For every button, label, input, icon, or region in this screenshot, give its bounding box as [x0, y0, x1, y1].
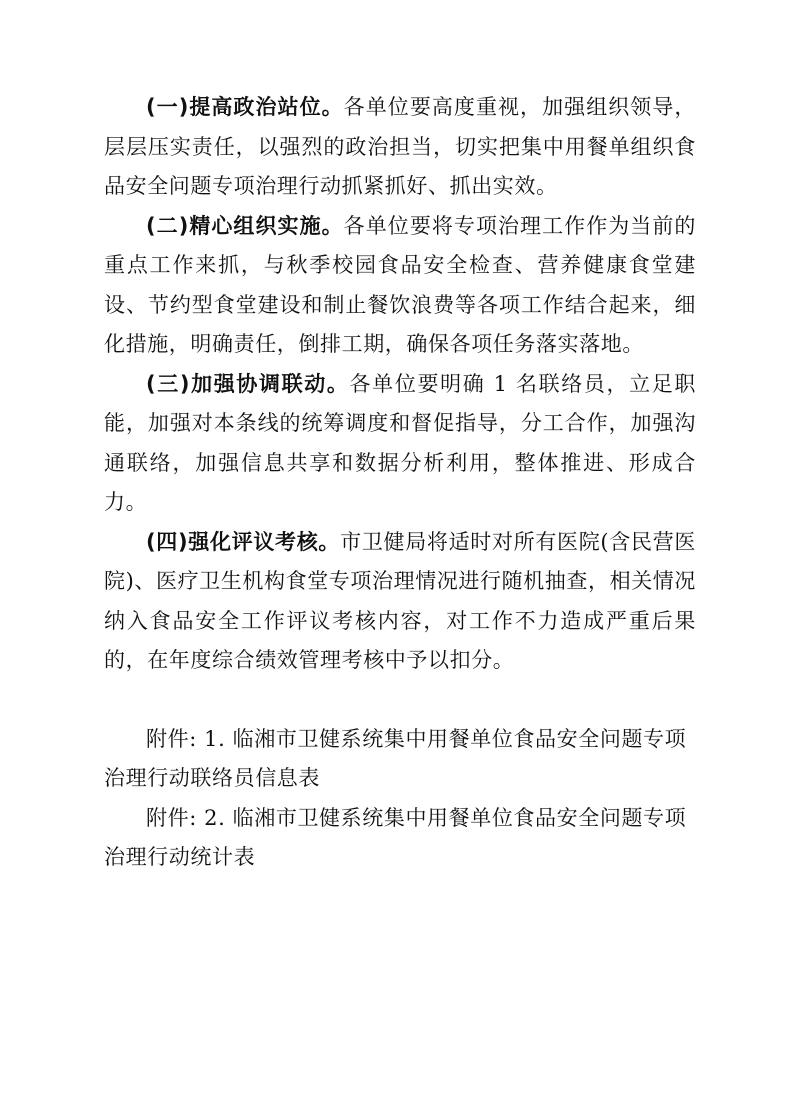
section-heading-1: (一)提高政治站位。 — [146, 95, 344, 119]
document-body — [104, 88, 696, 878]
section-paragraph-1 — [104, 88, 696, 207]
section-paragraph-2 — [104, 207, 696, 365]
section-text-2: 各单位要将专项治理工作作为当前的重点工作来抓，与秋季校园食品安全检查、营养健康食堂建设、节约型食堂建设和制止餐饮浪费等各项工作结合起来，细化措施，明确责任，倒排工期，确保各项任务落实落地。 — [104, 213, 696, 356]
section-heading-4: (四)强化评议考核。 — [146, 529, 341, 554]
section-heading-3: (三)加强协调联动。 — [146, 371, 350, 396]
section-paragraph-4 — [104, 523, 696, 681]
section-paragraph-3 — [104, 365, 696, 523]
attachment-2: 附件: 2. 临湘市卫健系统集中用餐单位食品安全问题专项治理行动统计表 — [104, 805, 687, 869]
section-text-1: 各单位要高度重视，加强组织领导，层层压实责任，以强烈的政治担当，切实把集中用餐单组织食品安全问题专项治理行动抓紧抓好、抓出实效。 — [104, 95, 696, 198]
spacer — [104, 681, 696, 720]
attachment-1: 附件: 1. 临湘市卫健系统集中用餐单位食品安全问题专项治理行动联络员信息表 — [104, 726, 687, 790]
section-heading-2: (二)精心组织实施。 — [146, 213, 344, 238]
section-text-4: 市卫健局将适时对所有医院(含民营医院)、医疗卫生机构食堂专项治理情况进行随机抽查，相关情况纳入食品安全工作评议考核内容，对工作不力造成严重后果的，在年度综合绩效管理考核中予以扣分。 — [104, 529, 696, 672]
section-text-3: 各单位要明确 1 名联络员，立足职能，加强对本条线的统筹调度和督促指导，分工合作，加强沟通联络，加强信息共享和数据分析利用，整体推进、形成合力。 — [104, 371, 696, 514]
